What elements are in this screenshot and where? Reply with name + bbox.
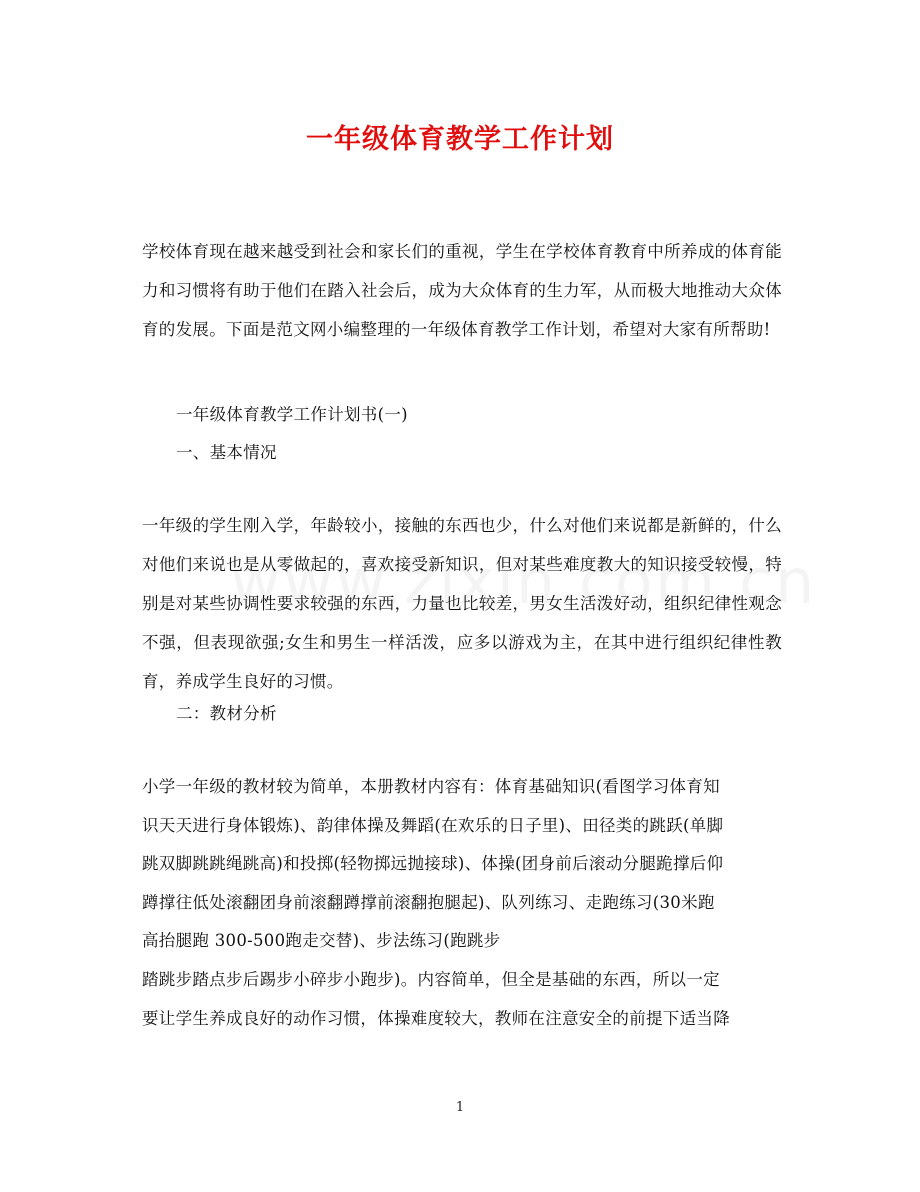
paragraph-line: 要让学生养成良好的动作习惯，体操难度较大，教师在注意安全的前提下适当降 bbox=[142, 1008, 730, 1028]
section-title: 一年级体育教学工作计划书(一) bbox=[176, 405, 408, 424]
basic-situation-paragraph: 一年级的学生刚入学，年龄较小，接触的东西也少，什么对他们来说都是新鲜的，什么对他们来说也是从零做起的，喜欢接受新知识，但对某些难度教大的知识接受较慢，特别是对某些协调性要求较强的东西，力量也比较差，男女生活泼好动，组织纪律性观念不强，但表现欲强;女生和男生一样活泼，应多以游戏为主，在其中进行组织纪律性教育，养成学生良好的习惯。 bbox=[142, 516, 782, 691]
paragraph-line: 识天天进行身体锻炼)、韵律体操及舞蹈(在欢乐的日子里)、田径类的跳跃(单脚 bbox=[142, 815, 724, 835]
page-number: 1 bbox=[455, 1100, 465, 1115]
paragraph-line: 小学一年级的教材较为简单，本册教材内容有：体育基础知识(看图学习体育知 bbox=[142, 777, 720, 796]
page-title: 一年级体育教学工作计划 bbox=[306, 124, 614, 155]
textbook-analysis-paragraph bbox=[142, 768, 782, 1038]
paragraph-line: 踏跳步踏点步后踢步小碎步小跑步)。内容简单，但全是基础的东西，所以一定 bbox=[142, 969, 720, 989]
heading-basic-situation: 一、基本情况 bbox=[176, 443, 277, 462]
paragraph-line: 跳双脚跳跳绳跳高)和投掷(轻物掷远抛接球)、体操(团身前后滚动分腿跪撑后仰 bbox=[142, 854, 724, 874]
paragraph-line: 高抬腿跑 300-500跑走交替)、步法练习(跑跳步 bbox=[142, 931, 501, 951]
intro-paragraph: 学校体育现在越来越受到社会和家长们的重视，学生在学校体育教育中所养成的体育能力和习惯将有助于他们在踏入社会后，成为大众体育的生力军，从而极大地推动大众体育的发展。下面是范文网小编整理的一年级体育教学工作计划，希望对大家有所帮助! bbox=[142, 242, 782, 339]
paragraph-line: 蹲撑往低处滚翻团身前滚翻蹲撑前滚翻抱腿起)、队列练习、走跑练习(30米跑 bbox=[142, 892, 715, 912]
heading-textbook-analysis: 二：教材分析 bbox=[176, 704, 277, 723]
